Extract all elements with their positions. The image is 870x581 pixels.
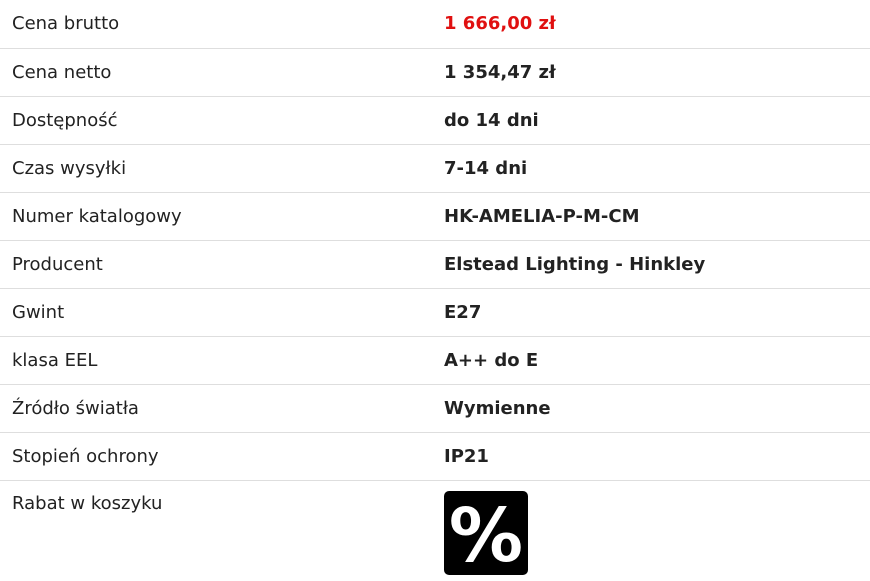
availability-value: do 14 dni xyxy=(444,109,539,131)
spec-label: Stopień ochrony xyxy=(12,445,159,467)
spec-row-availability xyxy=(0,96,870,144)
net-price-value: 1 354,47 zł xyxy=(444,61,556,83)
shipping-time-value: 7-14 dni xyxy=(444,157,528,179)
manufacturer-value: Elstead Lighting - Hinkley xyxy=(444,253,706,275)
catalog-number-value: HK-AMELIA-P-M-CM xyxy=(444,205,640,227)
spec-row-cart-discount xyxy=(0,480,870,581)
spec-label: Czas wysyłki xyxy=(12,157,127,179)
protection-rating-value: IP21 xyxy=(444,445,489,467)
spec-row-energy-class xyxy=(0,336,870,384)
spec-row-protection-rating xyxy=(0,432,870,480)
spec-label: Dostępność xyxy=(12,109,118,131)
spec-row-thread xyxy=(0,288,870,336)
gross-price-value: 1 666,00 zł xyxy=(444,13,556,35)
percent-symbol: % xyxy=(448,492,524,575)
spec-row-catalog-number xyxy=(0,192,870,240)
spec-label: Rabat w koszyku xyxy=(12,492,163,514)
spec-label: Cena netto xyxy=(12,61,112,83)
spec-label: Źródło światła xyxy=(12,397,139,419)
spec-row-net-price xyxy=(0,48,870,96)
percent-icon[interactable] xyxy=(444,491,528,575)
spec-label: Cena brutto xyxy=(12,13,120,35)
spec-row-gross-price xyxy=(0,0,870,48)
light-source-value: Wymienne xyxy=(444,397,551,419)
spec-label: Numer katalogowy xyxy=(12,205,182,227)
thread-value: E27 xyxy=(444,301,482,323)
spec-row-light-source xyxy=(0,384,870,432)
spec-label: Gwint xyxy=(12,301,65,323)
spec-row-manufacturer xyxy=(0,240,870,288)
cart-discount-value xyxy=(428,480,870,581)
energy-class-value: A++ do E xyxy=(444,349,539,371)
spec-label: Producent xyxy=(12,253,103,275)
spec-label: klasa EEL xyxy=(12,349,98,371)
spec-row-shipping-time xyxy=(0,144,870,192)
